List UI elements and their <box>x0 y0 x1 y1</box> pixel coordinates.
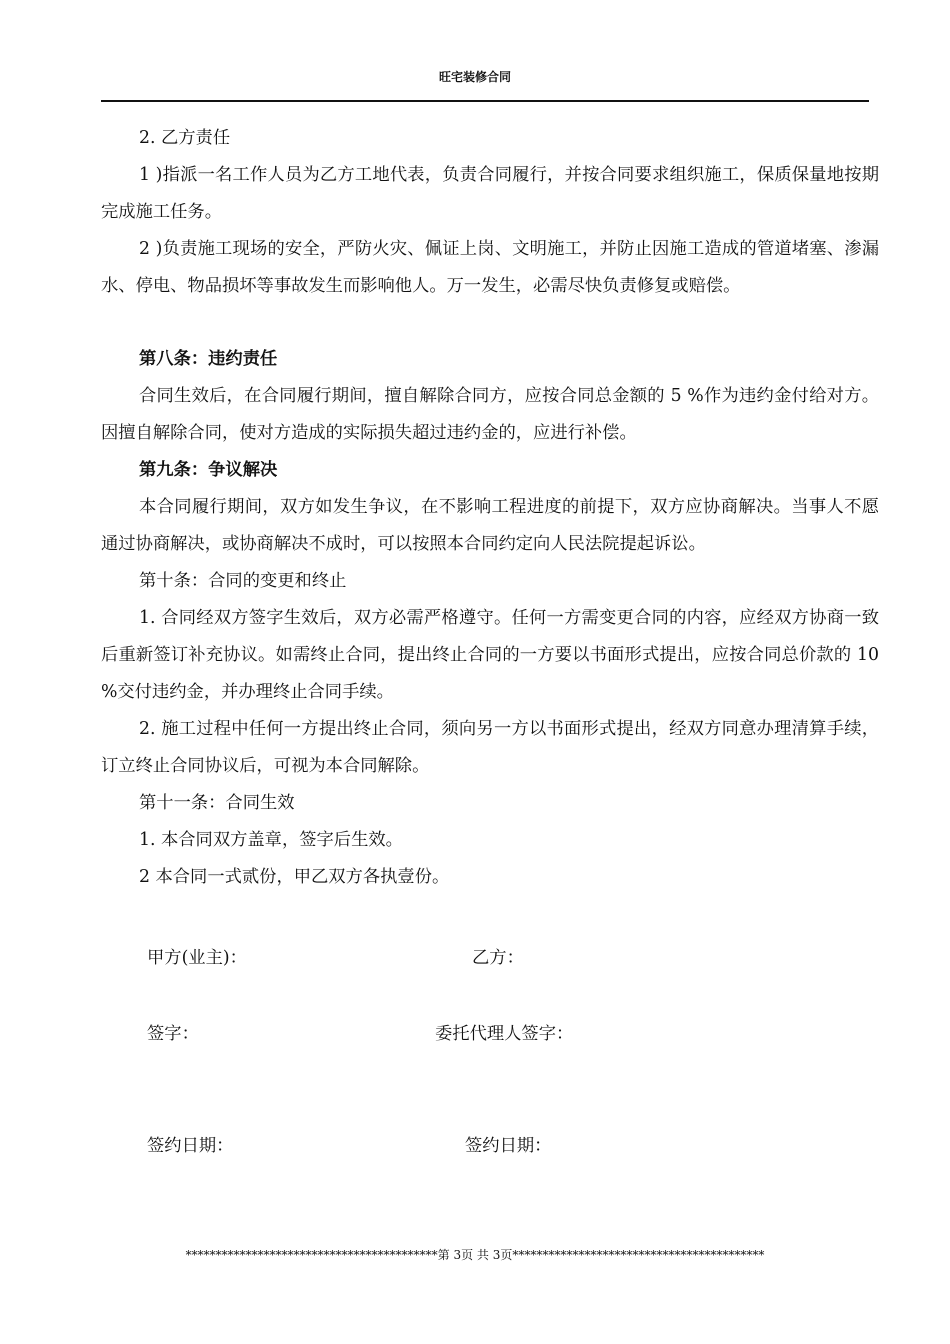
article-8-text: 合同生效后，在合同履行期间，擅自解除合同方，应按合同总金额的 5 %作为违约金付给对方。因擅自解除合同，使对方造成的实际损失超过违约金的，应进行补偿。 <box>101 386 879 443</box>
party-b-duty-2: 2 )负责施工现场的安全，严防火灾、佩证上岗、文明施工，并防止因施工造成的管道堵塞、渗漏水、停电、物品损坏等事故发生而影响他人。万一发生，必需尽快负责修复或赔偿。 <box>101 239 879 296</box>
article-10-clause-1: 1. 合同经双方签字生效后，双方必需严格遵守。任何一方需变更合同的内容，应经双方协商一致后重新签订补充协议。如需终止合同，提出终止合同的一方要以书面形式提出，应按合同总价款的 10 %交付违约金，并办理终止合同手续。 <box>101 608 879 702</box>
article-9-title: 第九条：争议解决 <box>139 460 278 480</box>
signature-label: 签字： <box>147 1024 199 1044</box>
party-b-label: 乙方： <box>472 948 524 968</box>
document-header-title: 旺宅装修合同 <box>438 70 511 84</box>
header-divider <box>101 100 869 102</box>
article-8-title: 第八条：违约责任 <box>139 349 278 369</box>
article-11-clause-2: 2 本合同一式贰份，甲乙双方各执壹份。 <box>139 867 450 887</box>
article-11-clause-1: 1. 本合同双方盖章，签字后生效。 <box>139 830 403 850</box>
article-10-title: 第十条：合同的变更和终止 <box>139 571 347 591</box>
party-b-duty-1: 1 )指派一名工作人员为乙方工地代表，负责合同履行，并按合同要求组织施工，保质保量地按期完成施工任务。 <box>101 165 879 222</box>
article-10-clause-2: 2. 施工过程中任何一方提出终止合同，须向另一方以书面形式提出，经双方同意办理清算手续，订立终止合同协议后，可视为本合同解除。 <box>101 719 879 776</box>
page-footer: ******************************************第 3页 共 3页****************************************** <box>185 1248 765 1262</box>
party-a-date-label: 签约日期： <box>147 1136 234 1156</box>
section-gap <box>101 305 879 341</box>
party-b-date-label: 签约日期： <box>465 1136 552 1156</box>
party-b-duties-heading: 2. 乙方责任 <box>139 128 231 148</box>
article-9-text: 本合同履行期间，双方如发生争议，在不影响工程进度的前提下，双方应协商解决。当事人不愿通过协商解决，或协商解决不成时，可以按照本合同约定向人民法院提起诉讼。 <box>101 497 879 554</box>
party-a-label: 甲方(业主)： <box>147 948 247 968</box>
contract-body <box>101 120 879 896</box>
agent-signature-label: 委托代理人签字： <box>435 1024 574 1044</box>
article-11-title: 第十一条：合同生效 <box>139 793 295 813</box>
